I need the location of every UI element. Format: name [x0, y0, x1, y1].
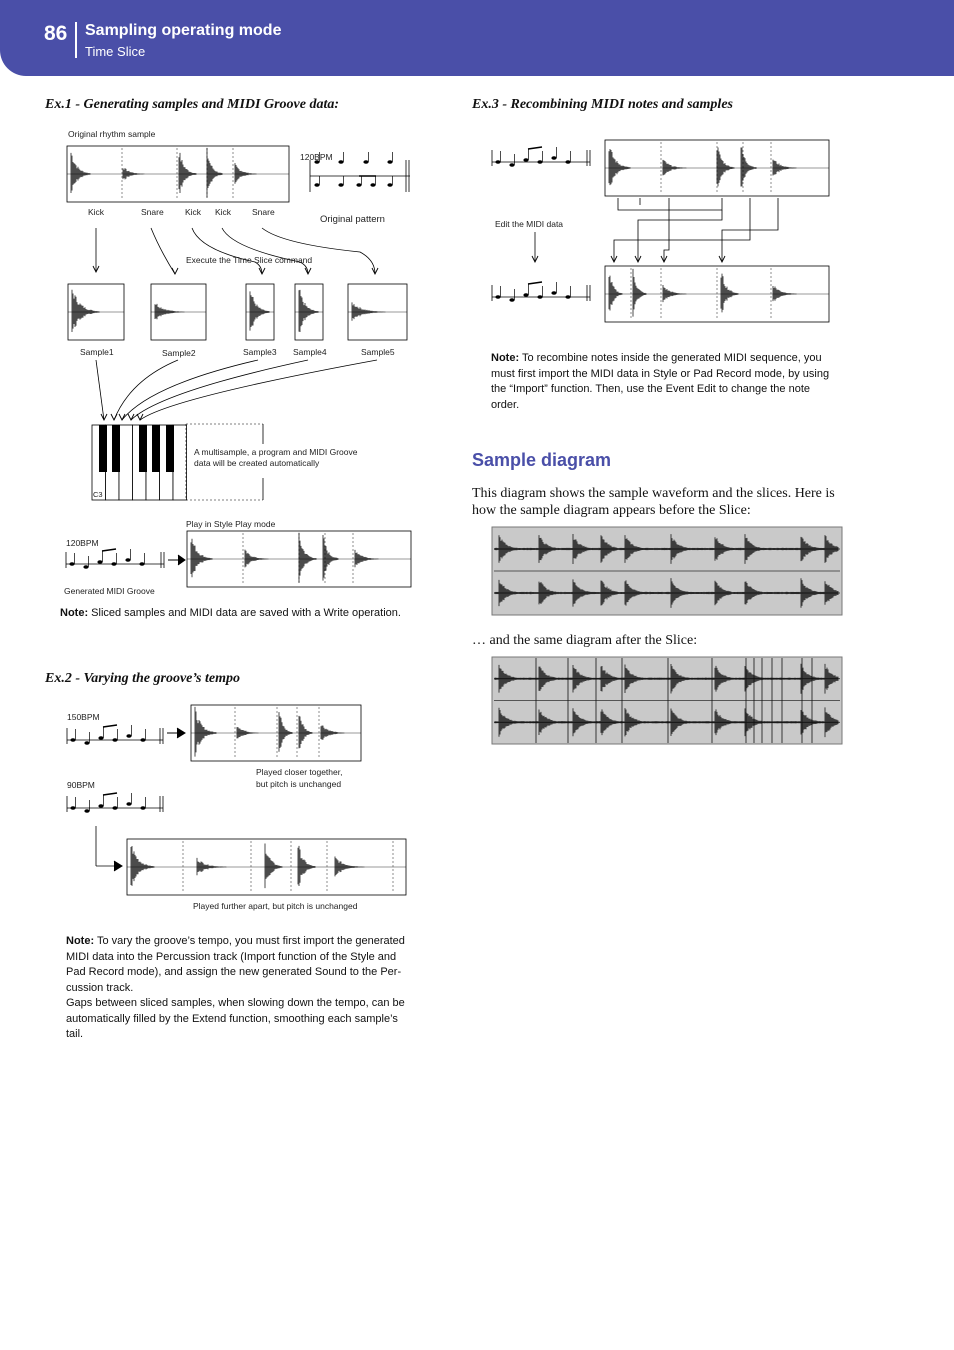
arrow-head: [111, 414, 117, 420]
note-line: tail.: [66, 1028, 84, 1040]
note-line: cussion track.: [66, 981, 134, 994]
note-head: [83, 565, 88, 569]
execute-time-slice-label: Execute the Time Slice command: [186, 255, 313, 265]
hit-label-kick-1: Kick: [88, 207, 105, 217]
hit-label-snare-1: Snare: [141, 207, 164, 217]
black-key: [112, 425, 120, 472]
note-head: [314, 183, 319, 187]
arrow-kick-3: [222, 228, 308, 274]
after-slice-text: … and the same diagram after the Slice:: [472, 633, 698, 648]
note-line: MIDI data into the Percussion track (Import function of the Style and: [66, 950, 397, 963]
ex3-heading: Ex.3 - Recombining MIDI notes and samples: [472, 97, 733, 112]
connector: [638, 210, 722, 262]
black-key: [99, 425, 107, 472]
note-head: [551, 291, 556, 295]
note-head: [112, 738, 117, 742]
black-key: [166, 425, 174, 472]
ex1-note: [60, 606, 401, 622]
note-head: [125, 558, 130, 562]
note-head: [523, 293, 528, 297]
original-rhythm-label: Original rhythm sample: [68, 129, 156, 139]
arrow-head: [114, 861, 122, 871]
multisample-text-line1: A multisample, a program and MIDI Groove: [194, 447, 358, 457]
bpm-slow-label: 90BPM: [67, 780, 95, 790]
ex1-heading: Ex.1 - Generating samples and MIDI Groove data:: [45, 97, 340, 112]
sample1-label: Sample1: [80, 347, 114, 357]
note-line: automatically filled by the Extend function, smoothing each sample’s: [66, 1012, 398, 1025]
ex2-heading: Ex.2 - Varying the groove’s tempo: [45, 671, 240, 686]
connector: [618, 198, 722, 210]
arrow-to-key3: [122, 360, 258, 420]
hit-label-kick-3: Kick: [215, 207, 232, 217]
note-label: Note:: [60, 607, 89, 619]
further-apart-label: Played further apart, but pitch is unchanged: [193, 901, 358, 911]
note-line: Gaps between sliced samples, when slowing down the tempo, can be: [66, 997, 405, 1009]
arrow-head: [137, 414, 143, 420]
note-beam: [103, 793, 117, 795]
black-key: [152, 425, 160, 472]
note-beam: [102, 549, 116, 551]
white-key: [173, 425, 187, 500]
note-head: [98, 804, 103, 808]
note-head: [509, 163, 514, 167]
arrow-to-key2: [114, 360, 178, 420]
closer-label-line2: but pitch is unchanged: [256, 779, 342, 789]
sample5-label: Sample5: [361, 347, 395, 357]
note-line: order.: [491, 398, 520, 411]
note-beam: [528, 282, 542, 284]
closer-label-line1: Played closer together,: [256, 767, 343, 777]
ex2-note: [66, 934, 405, 1043]
note-head: [363, 160, 368, 164]
hit-label-kick-2: Kick: [185, 207, 202, 217]
note-head: [70, 806, 75, 810]
bpm-fast-label: 150BPM: [67, 712, 100, 722]
arrow-to-key1: [96, 360, 104, 420]
sample-diagram-paragraph: [472, 485, 835, 519]
note-head: [537, 160, 542, 164]
c3-key-label: C3: [93, 490, 103, 499]
note-head: [537, 295, 542, 299]
note-head: [97, 560, 102, 564]
note-head: [338, 183, 343, 187]
sample-diagram-title: Sample diagram: [472, 450, 612, 470]
note-line: To vary the groove’s tempo, you must first import the generated: [94, 935, 405, 947]
edit-midi-label: Edit the MIDI data: [495, 219, 564, 229]
note-line: the “Import” function. Then, use the Event Edit to change the note: [491, 383, 810, 395]
arrow-head: [178, 555, 185, 565]
play-in-style-label: Play in Style Play mode: [186, 519, 276, 529]
ex1-bpm-label: 120BPM: [300, 152, 333, 162]
page-number: 86: [44, 22, 68, 45]
sample4-label: Sample4: [293, 347, 327, 357]
note-head: [84, 741, 89, 745]
note-head: [140, 806, 145, 810]
note-head: [84, 809, 89, 813]
note-text: Sliced samples and MIDI data are saved with a Write operation.: [88, 607, 401, 619]
original-pattern-label: Original pattern: [320, 214, 385, 225]
paragraph-line: how the sample diagram appears before the Slice:: [472, 503, 751, 518]
paragraph-line: This diagram shows the sample waveform and the slices. Here is: [472, 486, 835, 501]
arrow-to-key5: [140, 360, 377, 420]
ex3-note: [491, 351, 829, 413]
hit-label-snare-2: Snare: [252, 207, 275, 217]
note-head: [495, 295, 500, 299]
note-head: [338, 160, 343, 164]
note-head: [69, 562, 74, 566]
note-line: Pad Record mode), and assign the new generated Sound to the Per-: [66, 966, 402, 978]
note-beam: [103, 725, 117, 727]
note-head: [565, 160, 570, 164]
note-head: [98, 736, 103, 740]
note-head: [126, 734, 131, 738]
note-head: [387, 160, 392, 164]
arrow-head: [177, 728, 185, 738]
note-head: [523, 158, 528, 162]
multisample-text-line2: data will be created automatically: [194, 458, 320, 468]
note-head: [387, 183, 392, 187]
connector: [664, 198, 669, 262]
note-label: Note:: [491, 352, 520, 364]
note-head: [139, 562, 144, 566]
arrow-snare-2: [262, 228, 375, 274]
note-beam: [528, 147, 542, 149]
white-key: [119, 425, 133, 500]
note-head: [140, 738, 145, 742]
note-head: [112, 806, 117, 810]
ex1-bpm2-label: 120BPM: [66, 538, 99, 548]
note-label: Note:: [66, 935, 95, 947]
note-head: [551, 156, 556, 160]
arrow-head: [128, 414, 134, 420]
sample2-label: Sample2: [162, 348, 196, 358]
header-title: Sampling operating mode: [85, 22, 282, 39]
note-head: [356, 183, 361, 187]
note-head: [111, 562, 116, 566]
note-head: [495, 160, 500, 164]
note-head: [70, 738, 75, 742]
header-subtitle: Time Slice: [85, 44, 146, 59]
note-head: [565, 295, 570, 299]
sample3-label: Sample3: [243, 347, 277, 357]
black-key: [139, 425, 147, 472]
note-head: [370, 183, 375, 187]
note-line: must first import the MIDI data in Style or Pad Record mode, by using: [491, 367, 830, 380]
generated-midi-groove-label: Generated MIDI Groove: [64, 586, 155, 596]
arrow-snare-1: [151, 228, 175, 274]
note-head: [509, 298, 514, 302]
note-head: [126, 802, 131, 806]
note-line: To recombine notes inside the generated MIDI sequence, you: [519, 352, 822, 364]
